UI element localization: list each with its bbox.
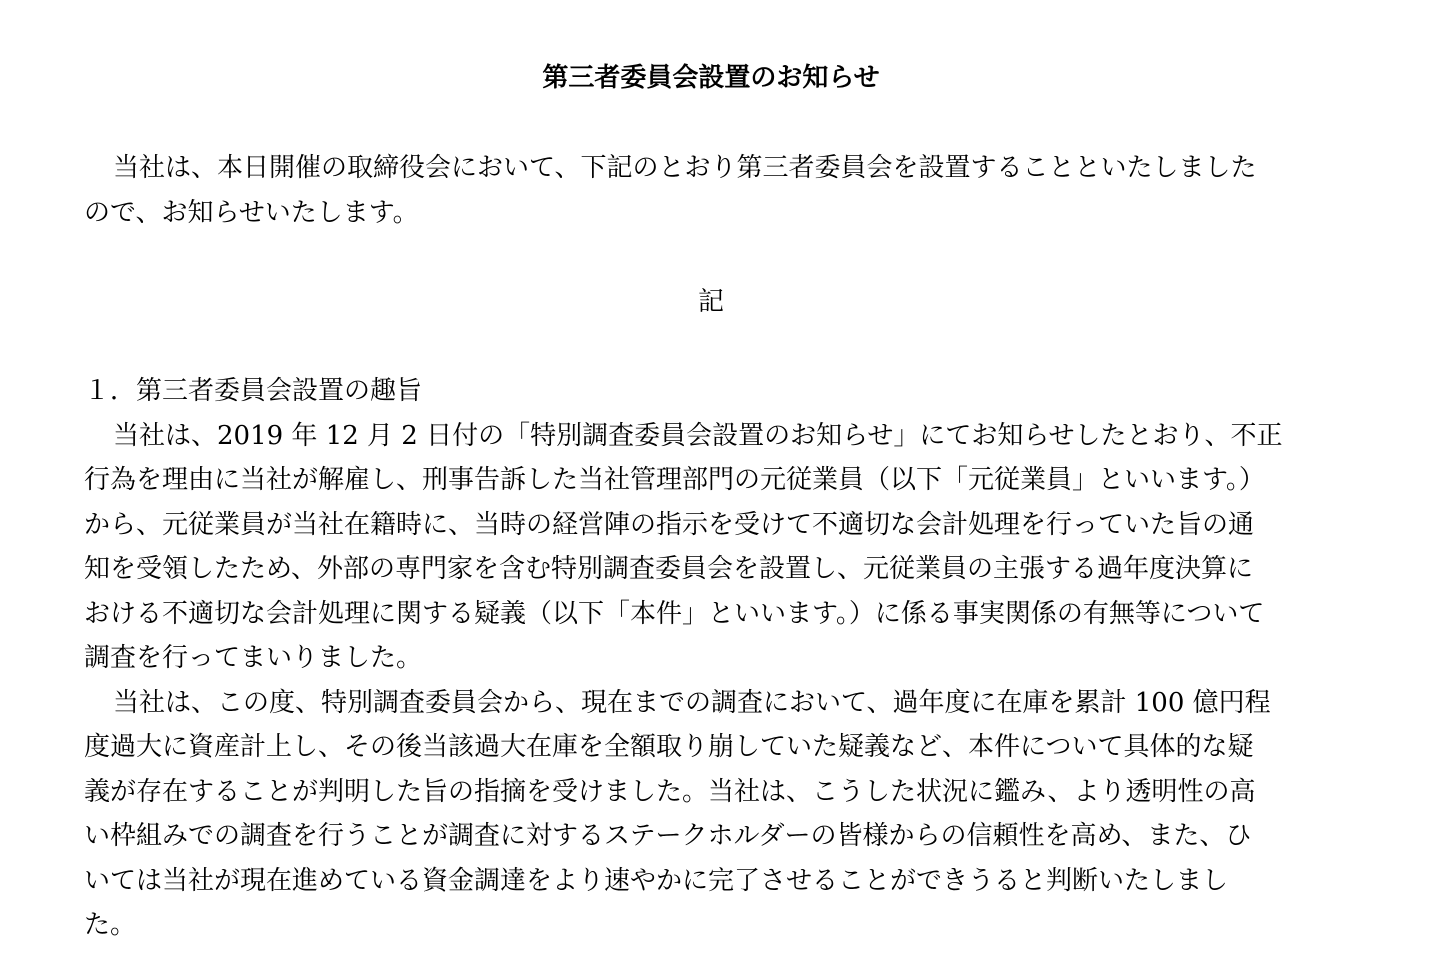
intro-line-2: ので、お知らせいたします。 (84, 198, 419, 228)
paragraph2-line-6: た。 (84, 910, 137, 940)
paragraph2-line-5: いては当社が現在進めている資金調達をより速やかに完了させることができうると判断いたしまし (84, 866, 1229, 896)
paragraph2-line-3: 義が存在することが判明した旨の指摘を受けました。当社は、こうした状況に鑑み、より透明性の高 (84, 777, 1256, 807)
paragraph1-line-6: 調査を行ってまいりました。 (84, 643, 423, 673)
intro-line-1: 当社は、本日開催の取締役会において、下記のとおり第三者委員会を設置することといたしました (113, 153, 1257, 183)
paragraph1-line-5: おける不適切な会計処理に関する疑義（以下「本件」といいます。）に係る事実関係の有無等について (84, 599, 1265, 629)
paragraph2-line-2: 度過大に資産計上し、その後当該過大在庫を全額取り崩していた疑義など、本件について具体的な疑 (84, 732, 1254, 762)
paragraph1-line-4: 知を受領したため、外部の専門家を含む特別調査委員会を設置し、元従業員の主張する過年度決算に (84, 554, 1253, 584)
ki-mark: 記 (697, 287, 724, 317)
paragraph1-line-3: から、元従業員が当社在籍時に、当時の経営陣の指示を受けて不適切な会計処理を行っていた旨の通 (84, 510, 1255, 540)
paragraph2-line-1: 当社は、この度、特別調査委員会から、現在までの調査において、過年度に在庫を累計 100 億円程 (113, 688, 1271, 718)
section-heading: １．第三者委員会設置の趣旨 (84, 376, 423, 406)
paragraph1-line-2: 行為を理由に当社が解雇し、刑事告訴した当社管理部門の元従業員（以下「元従業員」といいます。） (84, 465, 1265, 495)
paragraph1-line-1: 当社は、2019 年 12 月 2 日付の「特別調査委員会設置のお知らせ」にてお知らせしたとおり、不正 (113, 421, 1283, 451)
paragraph2-line-4: い枠組みでの調査を行うことが調査に対するステークホルダーの皆様からの信頼性を高め、また、ひ (84, 821, 1252, 851)
document-title: 第三者委員会設置のお知らせ (542, 63, 880, 93)
